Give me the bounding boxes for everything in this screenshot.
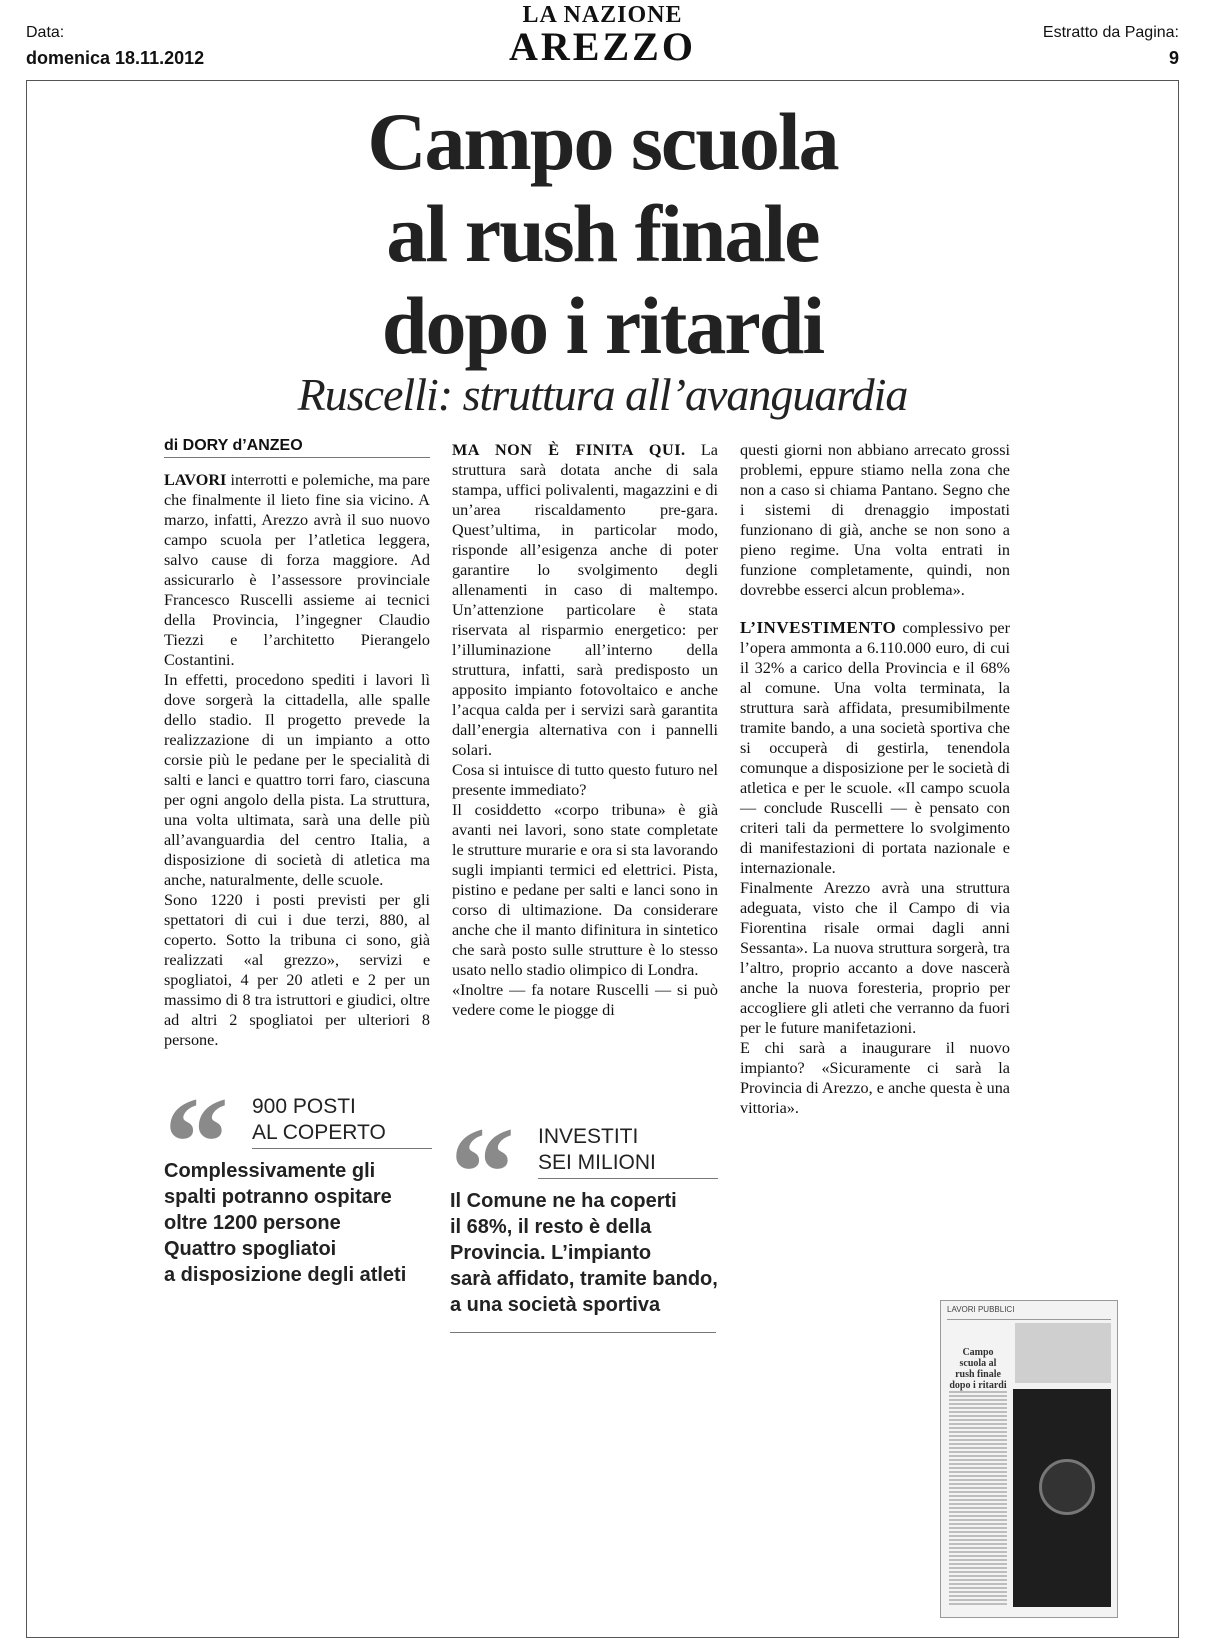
paragraph: Cosa si intuisce di tutto questo futuro nel presente immediato? bbox=[452, 761, 718, 799]
page-number: 9 bbox=[1168, 48, 1179, 68]
article-column-2 bbox=[452, 440, 718, 1020]
headline-line-3: dopo i ritardi bbox=[381, 280, 824, 371]
paragraph-lead: LAVORI bbox=[164, 471, 227, 489]
paragraph: In effetti, procedono spediti i lavori lì dove sorgerà la cittadella, alle spalle dello stadio. Il progetto prevede la realizzazione di un impianto a otto corsie più le pedane per le specialità di salti e lanci e quattro torri faro, ciascuna per ogni angolo della pista. La struttura, una volta ultimata, sarà una delle più all’avanguardia del centro Italia, a disposizione di società di atletica ma anche, naturalmente, delle scuole. bbox=[164, 671, 430, 889]
paragraph-lead: MA NON È FINITA QUI. bbox=[452, 441, 686, 459]
pull-quote-line: a una società sportiva bbox=[450, 1294, 661, 1316]
thumbnail-text-block bbox=[949, 1391, 1007, 1607]
divider bbox=[450, 1332, 716, 1333]
issue-date: domenica 18.11.2012 bbox=[26, 48, 205, 68]
watch-icon bbox=[1039, 1459, 1095, 1515]
header-page-block bbox=[1043, 24, 1179, 69]
pull-quote-line: a disposizione degli atleti bbox=[164, 1264, 407, 1286]
pull-quote-line: spalti potranno ospitare bbox=[164, 1186, 392, 1208]
paragraph bbox=[164, 470, 430, 670]
pull-quote-1 bbox=[164, 1071, 434, 1288]
article-column-3 bbox=[740, 440, 1010, 1118]
pull-quote-line: sarà affidato, tramite bando, bbox=[450, 1268, 718, 1290]
pull-quote-title-line: SEI MILIONI bbox=[538, 1151, 656, 1174]
divider bbox=[252, 1148, 432, 1149]
article-column-1 bbox=[164, 470, 430, 1050]
paragraph bbox=[452, 440, 718, 760]
edition-city: AREZZO bbox=[509, 24, 696, 69]
page-label: Estratto da Pagina: bbox=[1042, 24, 1179, 41]
date-label: Data: bbox=[26, 24, 65, 41]
pull-quote-title-line: INVESTITI bbox=[538, 1125, 639, 1148]
paragraph: Finalmente Arezzo avrà una struttura adeguata, visto che il Campo di via Fiorentina risale ormai dagli anni Sessanta». La nuova struttura sorgerà, tra l’altro, proprio accanto a dove nascerà anche la nuova foresteria, proprio per accogliere gli atleti che verranno da fuori per le future manifetazioni. bbox=[740, 879, 1010, 1037]
paragraph-text: complessivo per l’opera ammonta a 6.110.000 euro, di cui il 32% a carico della Provincia e il 68% al comune. Una volta terminata, la struttura sarà affidata, presumibilmente tramite bando, a una società sportiva che si occuperà di gestirla, tenendola comunque a disposizione per le società di atletica e per le scuole. «Il campo scuola — conclude Ruscelli — è pensato con criteri tali da permettere lo svolgimento di manifestazioni di portata nazionale e internazionale. bbox=[740, 619, 1010, 877]
pull-quote-line: Provincia. L’impianto bbox=[450, 1242, 652, 1264]
byline: di DORY d’ANZEO bbox=[164, 437, 430, 458]
pull-quote-line: Complessivamente gli bbox=[164, 1160, 376, 1182]
paragraph-text: La struttura sarà dotata anche di sala stampa, uffici polivalenti, magazzini e di un’area riscaldamento pre-gara. Quest’ultima, in particolar modo, risponde all’esigenza anche di poter garantire lo svolgimento degli allenamenti in caso di maltempo. Un’attenzione particolare è stata riservata al risparmio energetico: per l’illuminazione all’interno della struttura, infatti, sarà predisposto un apposito impianto fotovoltaico e anche l’acqua calda per i servizi sarà garantita dall’energia alternativa con i pannelli solari. bbox=[452, 441, 718, 759]
pull-quote-title bbox=[538, 1124, 656, 1176]
newspaper-name: LA NAZIONE bbox=[522, 2, 683, 28]
thumbnail-advertisement bbox=[1013, 1389, 1111, 1607]
headline-line-1: Campo scuola bbox=[367, 96, 838, 187]
thumbnail-headline: Campo scuola al rush finale dopo i ritardi bbox=[949, 1347, 1007, 1391]
paragraph-text: interrotti e polemiche, ma pare che finalmente il lieto fine sia vicino. A marzo, infatti, Arezzo avrà il suo nuovo campo scuola per l’atletica leggera, salvo cause di forza maggiore. Ad assicurarlo è l’assessore provinciale Francesco Ruscelli assieme ai tecnici della Provincia, l’ingegner Claudio Tiezzi e l’architetto Pierangelo Costantini. bbox=[164, 471, 430, 669]
thumbnail-section-label: LAVORI PUBBLICI bbox=[947, 1305, 1111, 1320]
pull-quote-line: il 68%, il resto è della bbox=[450, 1216, 652, 1238]
subheadline: Ruscelli: struttura all’avanguardia bbox=[297, 369, 908, 420]
pull-quote-title-line: 900 POSTI bbox=[252, 1095, 356, 1118]
pull-quote-line: oltre 1200 persone bbox=[164, 1212, 341, 1234]
paragraph bbox=[740, 618, 1010, 878]
paragraph: Sono 1220 i posti previsti per gli spettatori di cui i due terzi, 880, al coperto. Sotto la tribuna ci sono, già realizzati «al grezzo», servizi e spogliatoi, 4 per 20 atleti e 2 per un massimo di 8 tra istruttori e giudici, oltre ad altri 2 spogliatoi per ulteriori 8 persone. bbox=[164, 891, 430, 1049]
pull-quote-2 bbox=[450, 1101, 720, 1338]
divider bbox=[538, 1178, 718, 1179]
paragraph: Il cosiddetto «corpo tribuna» è già avanti nei lavori, sono state completate le strutture murarie e ora si sta lavorando sugli impianti termici ed elettrici. Pista, pistino e pedane per salti e lanci sono in corso di ultimazione. Da considerare anche che il manto difinitura in sintetico che sarà posto sulle strutture è lo stesso usato nello stadio olimpico di Londra. bbox=[452, 801, 718, 979]
thumbnail-image bbox=[1015, 1323, 1111, 1383]
quote-mark-icon: “ bbox=[164, 1071, 219, 1215]
masthead bbox=[0, 2, 1205, 69]
pull-quote-body bbox=[164, 1158, 406, 1288]
pull-quote-line: Il Comune ne ha coperti bbox=[450, 1190, 677, 1212]
pull-quote-title bbox=[252, 1094, 386, 1146]
paragraph-lead: L’INVESTIMENTO bbox=[740, 618, 897, 637]
quote-mark-icon: “ bbox=[450, 1101, 505, 1245]
headline-line-2: al rush finale bbox=[386, 188, 819, 279]
paragraph: «Inoltre — fa notare Ruscelli — si può vedere come le piogge di bbox=[452, 981, 718, 1019]
pull-quote-line: Quattro spogliatoi bbox=[164, 1238, 337, 1260]
pull-quote-title-line: AL COPERTO bbox=[252, 1121, 386, 1144]
headline bbox=[0, 96, 1205, 372]
page-thumbnail bbox=[940, 1300, 1118, 1618]
paragraph: E chi sarà a inaugurare il nuovo impianto? «Sicuramente ci sarà la Provincia di Arezzo, e anche questa è una vittoria». bbox=[740, 1039, 1010, 1117]
pull-quote-body bbox=[450, 1188, 718, 1318]
paragraph: questi giorni non abbiano arrecato grossi problemi, eppure stiamo nella zona che non a caso si chiama Pantano. Segno che i sistemi di drenaggio impostati funzionano di già, anche se non sono a pieno regime. Una volta entrati in funzione completamente, quindi, non dovrebbe esserci alcun problema». bbox=[740, 441, 1010, 599]
